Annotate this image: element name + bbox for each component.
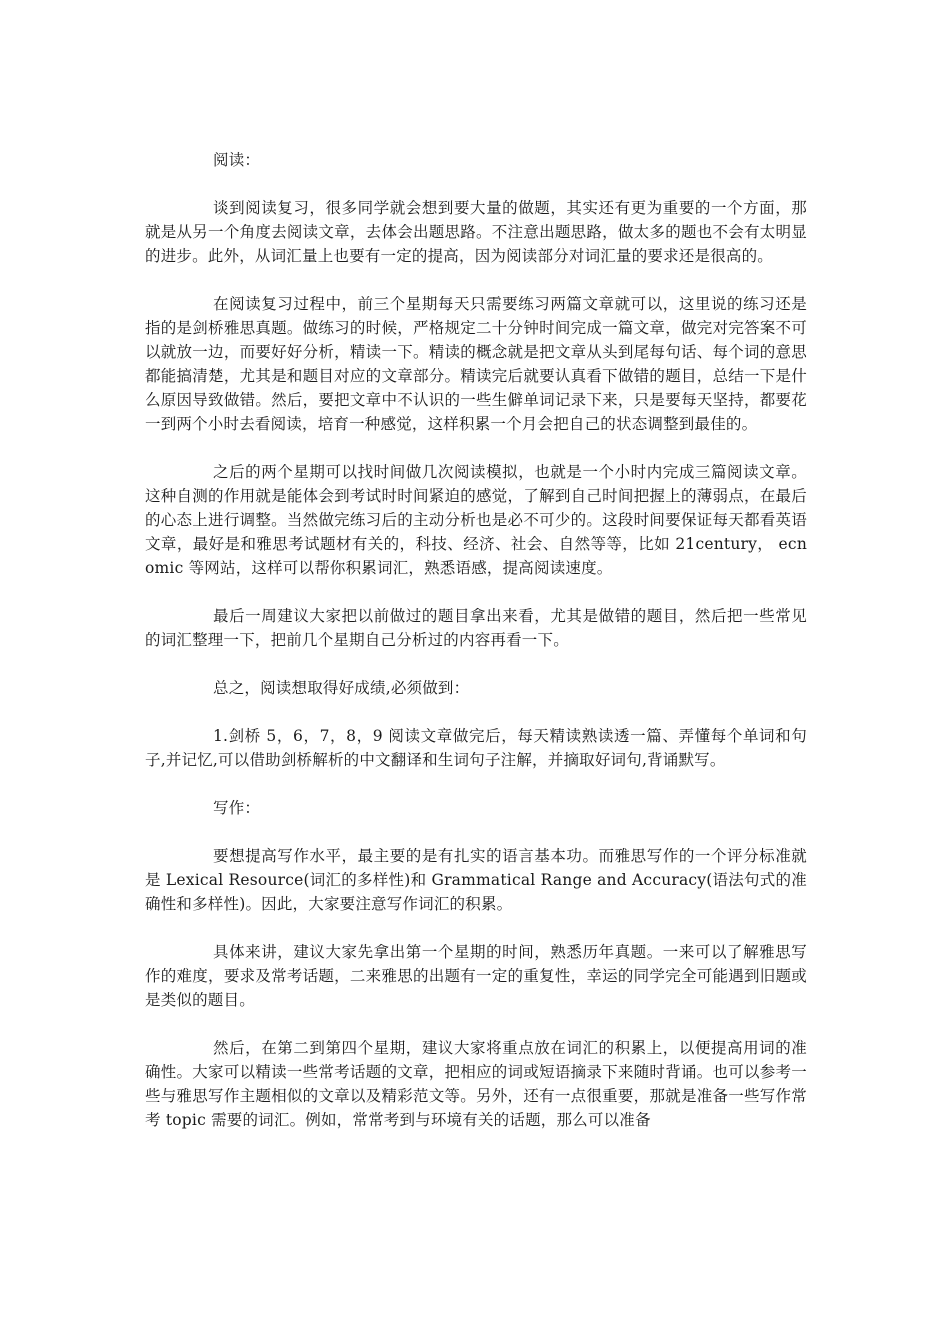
paragraph-writing-first-week: 具体来讲，建议大家先拿出第一个星期的时间，熟悉历年真题。一来可以了解雅思写作的难度，要求及常考话题，二来雅思的出题有一定的重复性，幸运的同学完全可能遇到旧题或是类似的题目。: [145, 943, 807, 1009]
paragraph-reading-last-week: 最后一周建议大家把以前做过的题目拿出来看，尤其是做错的题目，然后把一些常见的词汇整理一下，把前几个星期自己分析过的内容再看一下。: [145, 607, 807, 649]
paragraph-reading-mock-tests: 之后的两个星期可以找时间做几次阅读模拟，也就是一个小时内完成三篇阅读文章。这种自测的作用就是能体会到考试时时间紧迫的感觉，了解到自己时间把握上的薄弱点，在最后的心态上进行调整。当然做完练习后的主动分析也是必不可少的。这段时间要保证每天都看英语文章，最好是和雅思考试题材有关的，科技、经济、社会、自然等等，比如 21century， ecnomic 等网站，这样可以帮你积累词汇，熟悉语感，提高阅读速度。: [145, 463, 807, 577]
paragraph-writing-weeks-2-4: 然后，在第二到第四个星期，建议大家将重点放在词汇的积累上，以便提高用词的准确性。大家可以精读一些常考话题的文章，把相应的词或短语摘录下来随时背诵。也可以参考一些与雅思写作主题相似的文章以及精彩范文等。另外，还有一点很重要，那就是准备一些写作常考 topic 需要的词汇。例如，常常考到与环境有关的话题，那么可以准备: [145, 1039, 807, 1129]
section-heading-writing: 写作：: [213, 799, 261, 817]
document-body: [145, 148, 807, 1156]
paragraph-writing-intro: 要想提高写作水平，最主要的是有扎实的语言基本功。而雅思写作的一个评分标准就是 Lexical Resource(词汇的多样性)和 Grammatical Range and Accuracy(语法句式的准确性和多样性)。因此，大家要注意写作词汇的积累。: [145, 847, 807, 913]
section-heading-reading: 阅读：: [213, 151, 261, 169]
paragraph-reading-summary: 总之，阅读想取得好成绩,必须做到：: [213, 679, 470, 697]
paragraph-reading-point-1: 1.剑桥 5，6，7，8，9 阅读文章做完后，每天精读熟读透一篇、弄懂每个单词和句子,并记忆,可以借助剑桥解析的中文翻译和生词句子注解，并摘取好词句,背诵默写。: [145, 727, 807, 769]
paragraph-reading-intro: 谈到阅读复习，很多同学就会想到要大量的做题，其实还有更为重要的一个方面，那就是从另一个角度去阅读文章，去体会出题思路。不注意出题思路，做太多的题也不会有太明显的进步。此外，从词汇量上也要有一定的提高，因为阅读部分对词汇量的要求还是很高的。: [145, 199, 807, 265]
paragraph-reading-first-weeks: 在阅读复习过程中，前三个星期每天只需要练习两篇文章就可以，这里说的练习还是指的是剑桥雅思真题。做练习的时候，严格规定二十分钟时间完成一篇文章，做完对完答案不可以就放一边，而要好好分析，精读一下。精读的概念就是把文章从头到尾每句话、每个词的意思都能搞清楚，尤其是和题目对应的文章部分。精读完后就要认真看下做错的题目，总结一下是什么原因导致做错。然后，要把文章中不认识的一些生僻单词记录下来，只是要每天坚持，都要花一到两个小时去看阅读，培育一种感觉，这样积累一个月会把自己的状态调整到最佳的。: [145, 295, 807, 433]
